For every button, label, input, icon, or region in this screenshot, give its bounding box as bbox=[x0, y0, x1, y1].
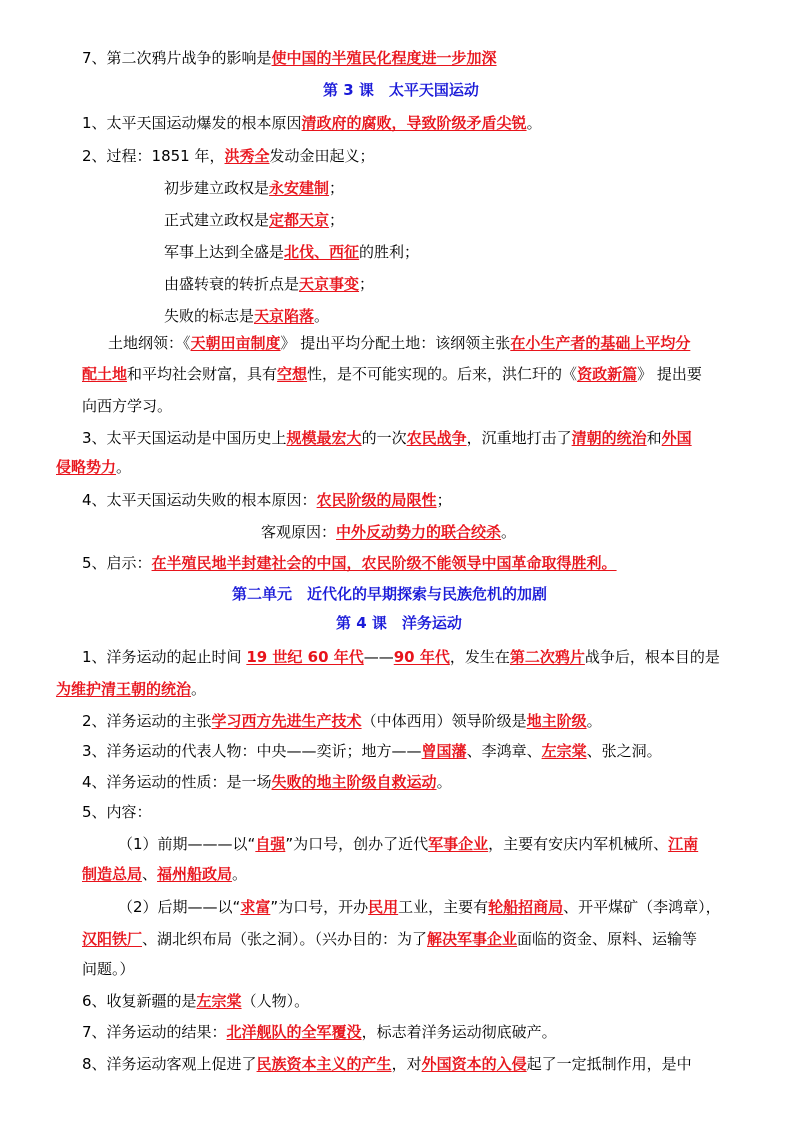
text-run: 。 bbox=[232, 865, 248, 883]
text-run: 、李鸿章、 bbox=[466, 742, 542, 760]
text-run: ，主要有安庆内军机械所、 bbox=[488, 835, 669, 853]
unit-heading bbox=[232, 583, 547, 605]
keyword: 失败的地主阶级自救运动 bbox=[271, 773, 437, 791]
text-run: 、湖北织布局（张之洞）。（兴办目的：为了 bbox=[142, 930, 428, 948]
line bbox=[82, 363, 702, 385]
text-run: ”为口号，开办 bbox=[270, 898, 369, 916]
heading-text: 第 4 课 洋务运动 bbox=[336, 614, 462, 632]
keyword: 在半殖民地半封建社会的中国，农民阶级不能领导中国革命取得胜利。 bbox=[151, 554, 617, 572]
line bbox=[164, 177, 344, 199]
text-run: 5、内容： bbox=[82, 803, 152, 821]
line bbox=[56, 456, 131, 478]
keyword: 左宗棠 bbox=[196, 992, 242, 1010]
text-run: （1）前期———以“ bbox=[118, 835, 256, 853]
text-run: 土地纲领：《 bbox=[108, 334, 191, 352]
heading-text: 第二单元 近代化的早期探索与民族危机的加剧 bbox=[232, 585, 548, 603]
keyword: 资政新篇 bbox=[577, 365, 638, 383]
text-run: 和 bbox=[646, 429, 662, 447]
keyword: 使中国的半殖民化程度进一步加深 bbox=[271, 49, 497, 67]
line bbox=[82, 801, 152, 823]
keyword: 侵略势力 bbox=[56, 458, 117, 476]
keyword: 民用 bbox=[368, 898, 399, 916]
text-run: ，对 bbox=[391, 1055, 422, 1073]
keyword: 曾国藩 bbox=[421, 742, 467, 760]
line bbox=[82, 395, 172, 417]
keyword: 求富 bbox=[240, 898, 271, 916]
text-run: 。 bbox=[191, 680, 207, 698]
keyword: 北伐、西征 bbox=[284, 243, 360, 261]
text-run: 7、第二次鸦片战争的影响是 bbox=[82, 49, 272, 67]
text-run: ； bbox=[436, 491, 452, 509]
text-run: 1、洋务运动的起止时间 bbox=[82, 648, 247, 666]
keyword: 清政府的腐败，导致阶级矛盾尖锐 bbox=[301, 114, 527, 132]
text-run: 起了一定抵制作用，是中 bbox=[526, 1055, 692, 1073]
keyword: 江南 bbox=[668, 835, 699, 853]
keyword: 外国资本的入侵 bbox=[421, 1055, 527, 1073]
keyword: 清朝的统治 bbox=[571, 429, 647, 447]
line bbox=[118, 833, 698, 855]
keyword: 规模最宏大 bbox=[286, 429, 362, 447]
keyword: 外国 bbox=[661, 429, 692, 447]
text-run: 由盛转衰的转折点是 bbox=[164, 275, 300, 293]
keyword: 90 年代 bbox=[393, 648, 450, 666]
keyword: 定都天京 bbox=[269, 211, 330, 229]
line bbox=[82, 863, 247, 885]
line bbox=[82, 1021, 557, 1043]
keyword: 福州船政局 bbox=[157, 865, 233, 883]
text-run: ，发生在 bbox=[449, 648, 510, 666]
text-run: 失败的标志是 bbox=[164, 307, 255, 325]
text-run: 工业，主要有 bbox=[398, 898, 489, 916]
keyword: 民族资本主义的产生 bbox=[256, 1055, 392, 1073]
line bbox=[164, 209, 344, 231]
line bbox=[82, 710, 602, 732]
keyword: 农民战争 bbox=[406, 429, 467, 447]
keyword: 汉阳铁厂 bbox=[82, 930, 143, 948]
text-run: 初步建立政权是 bbox=[164, 179, 270, 197]
text-run: 、开平煤矿（李鸿章）， bbox=[563, 898, 721, 916]
keyword: 轮船招商局 bbox=[488, 898, 564, 916]
keyword: 天京陷落 bbox=[254, 307, 315, 325]
text-run: （2）后期——以“ bbox=[118, 898, 241, 916]
text-run: 7、洋务运动的结果： bbox=[82, 1023, 227, 1041]
text-run: 。 bbox=[586, 712, 602, 730]
text-run: 。 bbox=[314, 307, 330, 325]
keyword: 解决军事企业 bbox=[427, 930, 518, 948]
line bbox=[82, 740, 662, 762]
text-run: 向西方学习。 bbox=[82, 397, 173, 415]
text-run: 发动金田起义； bbox=[269, 147, 375, 165]
text-run: 和平均社会财富，具有 bbox=[127, 365, 278, 383]
section-heading bbox=[336, 612, 462, 634]
keyword: 军事企业 bbox=[428, 835, 489, 853]
text-run: （人物）。 bbox=[241, 992, 310, 1010]
text-run: 面临的资金、原料、运输等 bbox=[517, 930, 698, 948]
text-run: 3、洋务运动的代表人物：中央——奕䜣；地方—— bbox=[82, 742, 422, 760]
keyword: 永安建制 bbox=[269, 179, 330, 197]
text-run: 的胜利； bbox=[359, 243, 420, 261]
section-heading bbox=[323, 79, 479, 101]
text-run: 3、太平天国运动是中国历史上 bbox=[82, 429, 287, 447]
line bbox=[82, 112, 542, 134]
line bbox=[164, 305, 329, 327]
line bbox=[82, 646, 720, 668]
text-run: 8、洋务运动客观上促进了 bbox=[82, 1055, 257, 1073]
text-run: 客观原因： bbox=[261, 523, 337, 541]
text-run: ，标志着洋务运动彻底破产。 bbox=[361, 1023, 557, 1041]
text-run: ； bbox=[329, 211, 345, 229]
text-run: ，沉重地打击了 bbox=[466, 429, 572, 447]
text-run: 2、洋务运动的主张 bbox=[82, 712, 212, 730]
line bbox=[82, 552, 617, 574]
keyword: 制造总局 bbox=[82, 865, 143, 883]
line bbox=[82, 427, 692, 449]
line bbox=[56, 678, 206, 700]
keyword: 19 世纪 60 年代 bbox=[246, 648, 364, 666]
text-run: 的一次 bbox=[361, 429, 407, 447]
line bbox=[82, 489, 452, 511]
keyword: 为维护清王朝的统治 bbox=[56, 680, 192, 698]
text-run: 5、启示： bbox=[82, 554, 152, 572]
line bbox=[108, 332, 690, 354]
keyword: 地主阶级 bbox=[526, 712, 587, 730]
text-run: 。 bbox=[116, 458, 132, 476]
keyword: 中外反动势力的联合绞杀 bbox=[336, 523, 502, 541]
heading-text: 第 3 课 太平天国运动 bbox=[323, 81, 479, 99]
text-run: 军事上达到全盛是 bbox=[164, 243, 285, 261]
line bbox=[82, 145, 375, 167]
line bbox=[82, 1053, 692, 1075]
line bbox=[82, 958, 135, 980]
text-run: 。 bbox=[436, 773, 452, 791]
keyword: 左宗棠 bbox=[541, 742, 587, 760]
keyword: 农民阶级的局限性 bbox=[316, 491, 437, 509]
text-run: ； bbox=[329, 179, 345, 197]
text-run: ”为口号，创办了近代 bbox=[285, 835, 429, 853]
keyword: 学习西方先进生产技术 bbox=[211, 712, 362, 730]
line bbox=[118, 896, 721, 918]
keyword: 天朝田亩制度 bbox=[190, 334, 281, 352]
keyword: 在小生产者的基础上平均分 bbox=[510, 334, 691, 352]
text-run: 6、收复新疆的是 bbox=[82, 992, 197, 1010]
text-run: 4、太平天国运动失败的根本原因： bbox=[82, 491, 317, 509]
keyword: 天京事变 bbox=[299, 275, 360, 293]
keyword: 空想 bbox=[277, 365, 308, 383]
keyword: 配土地 bbox=[82, 365, 128, 383]
keyword: 第二次鸦片 bbox=[509, 648, 585, 666]
text-run: 正式建立政权是 bbox=[164, 211, 270, 229]
text-run: —— bbox=[363, 648, 394, 666]
line bbox=[164, 273, 374, 295]
text-run: 战争后，根本目的是 bbox=[584, 648, 720, 666]
line bbox=[164, 241, 419, 263]
text-run: 。 bbox=[526, 114, 542, 132]
text-run: 。 bbox=[501, 523, 517, 541]
text-run: 2、过程：1851 年， bbox=[82, 147, 225, 165]
text-run: （中体西用）领导阶级是 bbox=[361, 712, 527, 730]
line bbox=[82, 990, 309, 1012]
text-run: 1、太平天国运动爆发的根本原因 bbox=[82, 114, 302, 132]
keyword: 洪秀全 bbox=[224, 147, 270, 165]
text-run: 问题。） bbox=[82, 960, 135, 978]
text-run: ； bbox=[359, 275, 375, 293]
line bbox=[82, 771, 452, 793]
text-run: 4、洋务运动的性质：是一场 bbox=[82, 773, 272, 791]
keyword: 北洋舰队的全军覆没 bbox=[226, 1023, 362, 1041]
text-run: 、张之洞。 bbox=[586, 742, 662, 760]
line bbox=[82, 47, 497, 69]
text-run: 》 提出平均分配土地：该纲领主张 bbox=[280, 334, 511, 352]
line bbox=[82, 928, 697, 950]
text-run: 、 bbox=[142, 865, 158, 883]
line bbox=[261, 521, 516, 543]
keyword: 自强 bbox=[255, 835, 286, 853]
text-run: 性，是不可能实现的。后来，洪仁玕的《 bbox=[307, 365, 578, 383]
text-run: 》 提出要 bbox=[637, 365, 702, 383]
